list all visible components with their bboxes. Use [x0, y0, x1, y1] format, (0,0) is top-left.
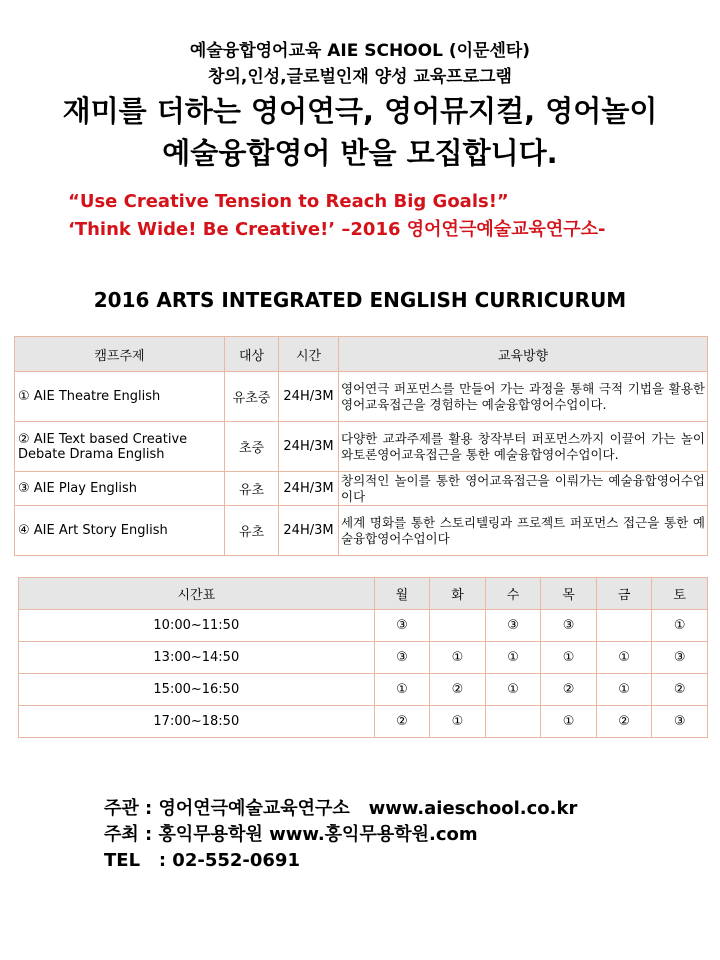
schedule-cell: ① — [596, 674, 652, 706]
slogan-1: “Use Creative Tension to Reach Big Goals!” — [68, 191, 509, 212]
schedule-cell: ① — [374, 674, 430, 706]
schedule-cell: ③ — [652, 706, 708, 738]
schedule-cell: ① — [430, 706, 486, 738]
col-header-direction: 교육방향 — [339, 337, 708, 372]
slogan-2: ‘Think Wide! Be Creative!’ –2016 영어연극예술교육연구소- — [68, 219, 606, 240]
schedule-cell: ③ — [374, 642, 430, 674]
camp-description: 세계 명화를 통한 스토리텔링과 프로젝트 퍼포먼스 접근을 통한 예술융합영어수업이다 — [339, 506, 708, 556]
col-header-camp: 캠프주제 — [15, 337, 225, 372]
schedule-row — [19, 642, 708, 674]
schedule-header-wed: 수 — [485, 578, 541, 610]
schedule-cell: ② — [374, 706, 430, 738]
slogans — [68, 188, 606, 244]
camp-time: 24H/3M — [279, 506, 339, 556]
camp-target: 유초 — [225, 472, 279, 506]
header — [0, 38, 720, 174]
schedule-header-mon: 월 — [374, 578, 430, 610]
camp-name: ① AIE Theatre English — [15, 372, 225, 422]
curriculum-row — [15, 422, 708, 472]
schedule-table — [18, 577, 708, 738]
schedule-header-tue: 화 — [430, 578, 486, 610]
schedule-cell: ③ — [485, 610, 541, 642]
schedule-row — [19, 706, 708, 738]
camp-target: 초중 — [225, 422, 279, 472]
schedule-cell: ① — [485, 642, 541, 674]
schedule-cell: ② — [541, 674, 597, 706]
camp-description: 창의적인 놀이를 통한 영어교육접근을 이뤄가는 예술융합영어수업이다 — [339, 472, 708, 506]
camp-target: 유초중 — [225, 372, 279, 422]
schedule-cell: ① — [541, 706, 597, 738]
schedule-time-slot: 15:00~16:50 — [19, 674, 375, 706]
schedule-cell — [430, 610, 486, 642]
footer-contact — [104, 796, 577, 874]
camp-name: ③ AIE Play English — [15, 472, 225, 506]
curriculum-row — [15, 506, 708, 556]
schedule-time-slot: 10:00~11:50 — [19, 610, 375, 642]
curriculum-header-row — [15, 337, 708, 372]
program-subtitle: 창의,인성,글로벌인재 양성 교육프로그램 — [208, 67, 512, 87]
schedule-header-row — [19, 578, 708, 610]
camp-time: 24H/3M — [279, 422, 339, 472]
camp-time: 24H/3M — [279, 372, 339, 422]
schedule-cell: ① — [430, 642, 486, 674]
schedule-header-fri: 금 — [596, 578, 652, 610]
schedule-cell: ② — [596, 706, 652, 738]
schedule-cell: ① — [652, 610, 708, 642]
schedule-cell — [596, 610, 652, 642]
col-header-target: 대상 — [225, 337, 279, 372]
camp-name: ② AIE Text based Creative Debate Drama English — [15, 422, 225, 472]
host-line: 주최 : 홍익무용학원 www.홍익무용학원.com — [104, 824, 478, 845]
schedule-cell: ② — [652, 674, 708, 706]
school-name: 예술융합영어교육 AIE SCHOOL (이문센타) — [189, 41, 531, 61]
schedule-time-slot: 13:00~14:50 — [19, 642, 375, 674]
curriculum-table — [14, 336, 708, 556]
schedule-cell: ② — [430, 674, 486, 706]
tel-line: TEL : 02-552-0691 — [104, 850, 300, 871]
organizer-line: 주관 : 영어연극예술교육연구소 www.aieschool.co.kr — [104, 798, 578, 819]
schedule-cell: ① — [541, 642, 597, 674]
schedule-header-time: 시간표 — [19, 578, 375, 610]
schedule-row — [19, 674, 708, 706]
camp-description: 영어연극 퍼포먼스를 만들어 가는 과정을 통해 극적 기법을 활용한 영어교육접근을 경험하는 예술융합영어수업이다. — [339, 372, 708, 422]
schedule-cell: ① — [485, 674, 541, 706]
curriculum-row — [15, 372, 708, 422]
headline-1: 재미를 더하는 영어연극, 영어뮤지컬, 영어놀이 — [62, 94, 658, 128]
curriculum-row — [15, 472, 708, 506]
schedule-row — [19, 610, 708, 642]
schedule-cell: ① — [596, 642, 652, 674]
schedule-time-slot: 17:00~18:50 — [19, 706, 375, 738]
curriculum-title: 2016 ARTS INTEGRATED ENGLISH CURRICURUM — [93, 288, 627, 312]
schedule-header-sat: 토 — [652, 578, 708, 610]
col-header-time: 시간 — [279, 337, 339, 372]
camp-name: ④ AIE Art Story English — [15, 506, 225, 556]
schedule-header-thu: 목 — [541, 578, 597, 610]
camp-target: 유초 — [225, 506, 279, 556]
schedule-cell — [485, 706, 541, 738]
schedule-cell: ③ — [541, 610, 597, 642]
schedule-cell: ③ — [652, 642, 708, 674]
headline-2: 예술융합영어 반을 모집합니다. — [162, 136, 558, 170]
schedule-cell: ③ — [374, 610, 430, 642]
camp-time: 24H/3M — [279, 472, 339, 506]
camp-description: 다양한 교과주제를 활용 창작부터 퍼포먼스까지 이끌어 가는 놀이와토론영어교육접근을 통한 예술융합영어수업이다. — [339, 422, 708, 472]
